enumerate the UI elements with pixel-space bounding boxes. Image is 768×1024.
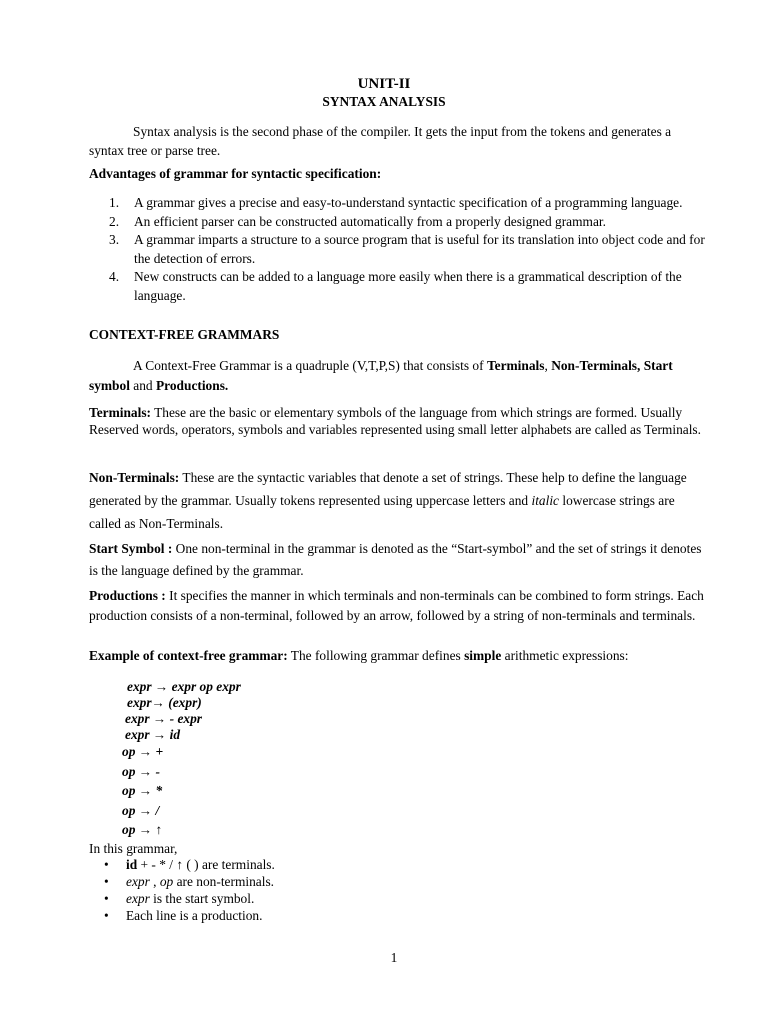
example-paragraph: Example of context-free grammar: The following grammar defines simple arithmetic expressions: [89,648,629,663]
list-item: • id + - * / ↑ ( ) are terminals. [104,856,664,873]
terminals-paragraph: Terminals: These are the basic or elementary symbols of the language from which strings are formed. Usually Reserved words, operators, symbols and variables represented using small letter alphabets are called as Terminals. [89,405,701,437]
list-item: 2. An efficient parser can be constructed automatically from a properly designed grammar. [109,213,606,229]
advantages-list [89,194,709,305]
list-item: 4. New constructs can be added to a language more easily when there is a grammatical description of the language. [109,269,682,303]
cfg-heading: CONTEXT-FREE GRAMMARS [89,327,280,342]
list-item: 3. A grammar imparts a structure to a source program that is useful for its translation into object code and for the detection of errors. [109,232,705,266]
in-grammar-label: In this grammar, [89,841,178,856]
page-number: 1 [390,950,398,965]
start-symbol-paragraph: Start Symbol : One non-terminal in the grammar is denoted as the “Start-symbol” and the set of strings it denotes is the language defined by the grammar. [89,541,702,578]
grammar-bullets [104,856,664,924]
advantages-heading: Advantages of grammar for syntactic specification: [89,166,382,181]
grammar-rule: op → ↑ [122,822,163,837]
list-item: • expr , op are non-terminals. [104,873,664,890]
grammar-rule: expr → - expr [125,711,202,726]
grammar-rule: expr → expr op expr [127,679,241,694]
section-title: SYNTAX ANALYSIS [322,94,446,109]
grammar-rule: expr→ (expr) [127,695,202,710]
grammar-rule: op → + [122,744,164,759]
grammar-rule: op → * [122,783,163,798]
grammar-rule: expr → id [125,727,181,742]
unit-title: UNIT-II [357,76,411,92]
nonterminals-paragraph: Non-Terminals: These are the syntactic variables that denote a set of strings. These help to define the language generated by the grammar. Usually tokens represented using uppercase letters and italic lowercase strings are called as Non-Terminals. [89,470,687,531]
intro-paragraph: Syntax analysis is the second phase of the compiler. It gets the input from the tokens and generates a syntax tree or parse tree. [89,124,672,158]
grammar-rule: op → - [122,764,160,779]
productions-paragraph: Productions : It specifies the manner in which terminals and non-terminals can be combined to form strings. Each production consists of a non-terminal, followed by an arrow, followed by a string of non-terminals and terminals. [89,588,704,623]
cfg-intro: A Context-Free Grammar is a quadruple (V,T,P,S) that consists of Terminals, Non-Terminals, Start symbol and Productions. [89,358,673,393]
grammar-rule: op → / [122,803,160,818]
list-item: 1. A grammar gives a precise and easy-to-understand syntactic specification of a programming language. [109,195,683,210]
list-item: • Each line is a production. [104,907,664,924]
list-item: • expr is the start symbol. [104,890,664,907]
